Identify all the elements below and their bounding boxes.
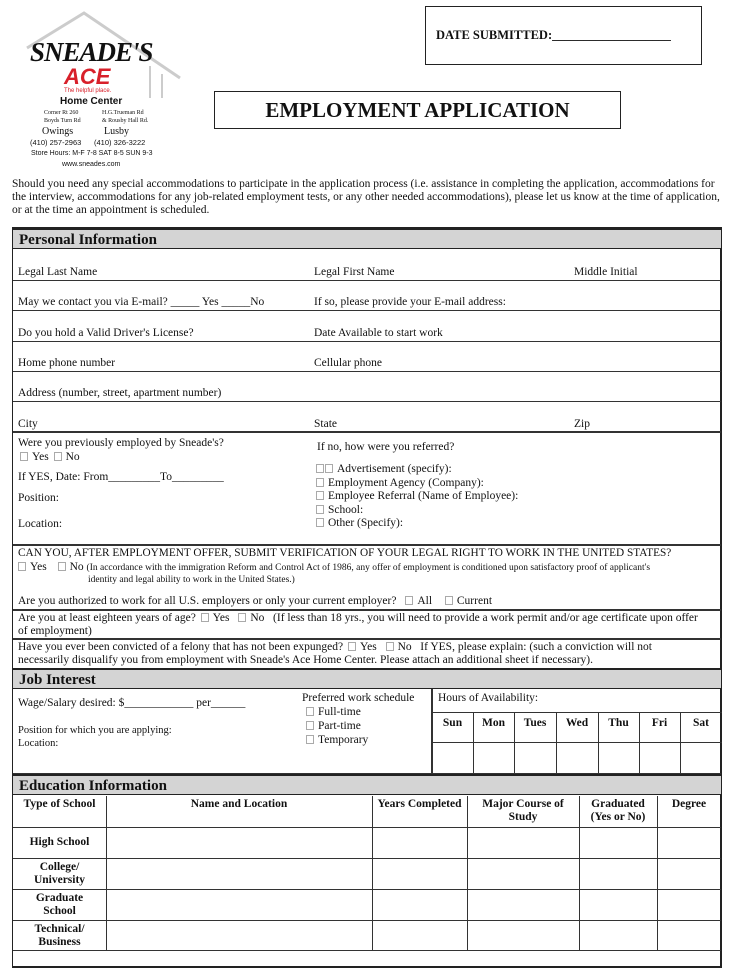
logo-name: SNEADE'S xyxy=(30,37,153,67)
education-column-header: Major Course of Study xyxy=(482,798,564,823)
work-verification-question: CAN YOU, AFTER EMPLOYMENT OFFER, SUBMIT VERIFICATION OF YOUR LEGAL RIGHT TO WORK IN THE UNITED STATES? xyxy=(18,547,672,559)
education-cell[interactable] xyxy=(106,889,372,920)
prev-location-field[interactable]: Location: xyxy=(18,518,63,530)
referral-options xyxy=(314,463,518,531)
date-available-field[interactable]: Date Available to start work xyxy=(314,327,443,339)
education-cell[interactable] xyxy=(106,827,372,858)
verification-note: identity and legal ability to work in the United States.) xyxy=(88,575,295,585)
email-contact-field[interactable]: May we contact you via E-mail? _____ Yes _____No xyxy=(18,296,265,308)
all-checkbox[interactable] xyxy=(405,596,413,605)
referral-option[interactable]: Employment Agency (Company): xyxy=(314,477,518,491)
availability-cell[interactable] xyxy=(556,743,598,773)
education-column-header: Degree xyxy=(671,798,707,810)
company-logo xyxy=(22,8,192,173)
education-cell[interactable] xyxy=(579,889,657,920)
education-cell[interactable] xyxy=(372,858,467,889)
education-cell[interactable] xyxy=(372,920,467,951)
zip-field[interactable]: Zip xyxy=(574,418,590,430)
logo-phone: (410) 257-2963 xyxy=(30,138,82,147)
day-header-wed: Wed xyxy=(565,716,589,729)
education-cell[interactable] xyxy=(657,858,721,889)
availability-cell[interactable] xyxy=(680,743,722,773)
no-checkbox[interactable] xyxy=(58,562,66,571)
verification-note: (In accordance with the immigration Reform and Control Act of 1986, any offer of employment is conditioned upon satisfactory proof of applicant's xyxy=(86,563,651,573)
availability-cell[interactable] xyxy=(473,743,514,773)
logo-sub: Home Center xyxy=(60,96,123,107)
authorization-question: Are you authorized to work for all U.S. employers or only your current employer? All Current xyxy=(18,595,493,607)
city-field[interactable]: City xyxy=(18,418,38,430)
education-row-label: Graduate School xyxy=(35,891,84,917)
referral-option[interactable]: Other (Specify): xyxy=(314,517,518,531)
education-row-label: Technical/ Business xyxy=(34,922,85,948)
current-checkbox[interactable] xyxy=(445,596,453,605)
temporary-option[interactable]: Temporary xyxy=(304,733,368,747)
legal-first-name-field[interactable]: Legal First Name xyxy=(314,266,395,278)
home-phone-field[interactable]: Home phone number xyxy=(18,357,116,369)
schedule-options xyxy=(304,705,368,747)
felony-note: necessarily disqualify you from employment with Sneade's Ace Home Center. Please attach an additional sheet if necessary). xyxy=(18,654,593,666)
availability-cell[interactable] xyxy=(598,743,639,773)
no-checkbox[interactable] xyxy=(54,452,62,461)
day-header-thu: Thu xyxy=(608,716,629,729)
referral-question: If no, how were you referred? xyxy=(317,441,455,453)
middle-initial-field[interactable]: Middle Initial xyxy=(574,266,638,278)
age-question: Are you at least eighteen years of age? Yes No (If less than 18 yrs., you will need to provide a work permit and/or age certificate upon offer xyxy=(18,612,698,624)
day-header-tues: Tues xyxy=(523,716,547,729)
availability-cell[interactable] xyxy=(639,743,680,773)
logo-address-owings xyxy=(44,109,81,125)
day-header-fri: Fri xyxy=(651,716,668,729)
referral-option[interactable]: School: xyxy=(314,504,518,518)
addr: H.G.Trueman Rd xyxy=(102,110,144,116)
logo-city: Owings xyxy=(42,126,74,137)
section-personal-information: Personal Information xyxy=(13,228,721,249)
work-verification-options: Yes No (In accordance with the immigration Reform and Control Act of 1986, any offer of employment is conditioned upon satisfactory proof of applicant's xyxy=(16,561,650,575)
education-cell[interactable] xyxy=(579,827,657,858)
education-row-label: College/ University xyxy=(33,860,86,886)
education-cell[interactable] xyxy=(106,858,372,889)
accommodations-notice: Should you need any special accommodations to participate in the application process (i.e. assistance in completing the application, accommodations for the interview, accommodations for any job-related employment tests, or any other needed accommodations), please let us know at the time of application, or at the time an appointment is scheduled. xyxy=(12,178,720,216)
education-cell[interactable] xyxy=(657,827,721,858)
education-cell[interactable] xyxy=(657,920,721,951)
part-time-option[interactable]: Part-time xyxy=(304,719,368,733)
education-cell[interactable] xyxy=(106,920,372,951)
education-cell[interactable] xyxy=(657,889,721,920)
logo-hours: Store Hours: M-F 7-8 SAT 8-5 SUN 9-3 xyxy=(31,150,153,157)
date-submitted-box xyxy=(425,6,702,65)
education-column-header: Years Completed xyxy=(377,798,462,810)
referral-option[interactable]: Advertisement (specify): xyxy=(314,463,518,477)
logo-city: Lusby xyxy=(104,126,129,137)
yes-checkbox[interactable] xyxy=(201,613,209,622)
drivers-license-field[interactable]: Do you hold a Valid Driver's License? xyxy=(18,327,194,339)
age-note: of employment) xyxy=(18,625,92,637)
day-header-sat: Sat xyxy=(693,716,709,729)
addr: Boyds Turn Rd xyxy=(44,118,81,124)
referral-option[interactable]: Employee Referral (Name of Employee): xyxy=(314,490,518,504)
previously-employed-question: Were you previously employed by Sneade's? xyxy=(18,437,224,449)
no-checkbox[interactable] xyxy=(386,642,394,651)
page-title: EMPLOYMENT APPLICATION xyxy=(214,91,621,129)
state-field[interactable]: State xyxy=(314,418,337,430)
full-time-option[interactable]: Full-time xyxy=(304,705,368,719)
education-cell[interactable] xyxy=(579,920,657,951)
education-column-header: Name and Location xyxy=(190,798,288,810)
previously-employed-options xyxy=(18,451,80,464)
education-cell[interactable] xyxy=(372,827,467,858)
day-header-mon: Mon xyxy=(482,716,505,729)
education-cell[interactable] xyxy=(467,827,579,858)
cell-phone-field[interactable]: Cellular phone xyxy=(314,357,383,369)
education-column-header: Graduated (Yes or No) xyxy=(590,798,646,823)
education-cell[interactable] xyxy=(467,889,579,920)
section-education-information: Education Information xyxy=(13,774,721,795)
logo-tagline: The helpful place. xyxy=(64,88,112,94)
availability-cell[interactable] xyxy=(514,743,556,773)
date-submitted-field[interactable]: DATE SUBMITTED:___________________ xyxy=(436,28,671,42)
schedule-label: Preferred work schedule xyxy=(302,692,415,704)
education-cell[interactable] xyxy=(372,889,467,920)
employment-dates-field[interactable]: If YES, Date: From_________To_________ xyxy=(18,471,224,483)
yes-checkbox[interactable] xyxy=(20,452,28,461)
education-cell[interactable] xyxy=(467,920,579,951)
education-cell[interactable] xyxy=(467,858,579,889)
education-column-header: Type of School xyxy=(23,798,96,810)
prev-position-field[interactable]: Position: xyxy=(18,492,59,504)
day-header-sun: Sun xyxy=(442,716,463,729)
no-checkbox[interactable] xyxy=(238,613,246,622)
position-applying-field[interactable]: Position for which you are applying: xyxy=(18,725,172,736)
addr: Corner Rt 260 xyxy=(44,110,79,116)
logo-address-lusby xyxy=(102,109,148,125)
email-address-field[interactable]: If so, please provide your E-mail address: xyxy=(314,296,506,308)
education-cell[interactable] xyxy=(579,858,657,889)
logo-phone: (410) 326-3222 xyxy=(94,138,146,147)
education-row-label: High School xyxy=(29,836,90,848)
hours-label: Hours of Availability: xyxy=(438,692,539,704)
yes-checkbox[interactable] xyxy=(18,562,26,571)
address-field[interactable]: Address (number, street, apartment number) xyxy=(18,387,222,399)
legal-last-name-field[interactable]: Legal Last Name xyxy=(18,266,98,278)
section-job-interest: Job Interest xyxy=(13,668,721,689)
wage-field[interactable]: Wage/Salary desired: $____________ per______ xyxy=(18,697,246,709)
no-label: No xyxy=(65,451,80,463)
availability-cell[interactable] xyxy=(432,743,473,773)
yes-checkbox[interactable] xyxy=(348,642,356,651)
logo-brand: ACE xyxy=(64,64,111,89)
felony-question: Have you ever been convicted of a felony that has not been expunged? Yes No If YES, please explain: (such a conviction will not xyxy=(18,641,653,653)
logo-website: www.sneades.com xyxy=(62,161,121,168)
addr: & Rousby Hall Rd. xyxy=(102,118,149,124)
yes-label: Yes xyxy=(32,451,49,463)
job-location-field[interactable]: Location: xyxy=(18,738,59,749)
